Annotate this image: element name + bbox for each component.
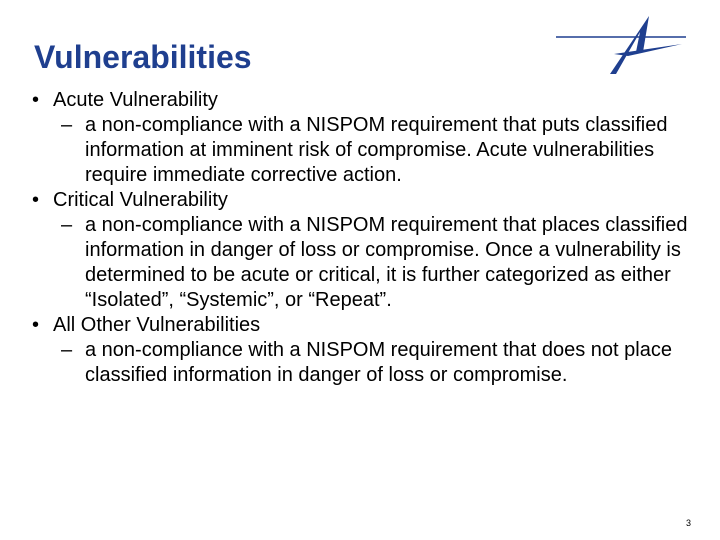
bullet-label: All Other Vulnerabilities xyxy=(53,314,261,336)
sub-bullet-acute xyxy=(32,113,692,188)
bullet-label: Acute Vulnerability xyxy=(53,89,218,111)
sub-bullet-text: a non-compliance with a NISPOM requirement that does not place classified information in danger of loss or compromise. xyxy=(85,339,672,386)
sub-bullet-text: a non-compliance with a NISPOM requirement that puts classified information at imminent risk of compromise. Acute vulnerabilities require immediate corrective action. xyxy=(85,114,668,186)
lockheed-star-logo-icon xyxy=(554,14,688,76)
sub-bullet-text: a non-compliance with a NISPOM requirement that places classified information in danger of loss or compromise. Once a vulnerability is determined to be acute or critical, it is further categorized as either “Isolated”, “Systemic”, or “Repeat”. xyxy=(85,214,688,311)
bullet-item-acute xyxy=(32,88,692,113)
bullet-label: Critical Vulnerability xyxy=(53,189,228,211)
bullet-icon: • xyxy=(32,314,40,336)
bullet-list xyxy=(32,88,692,388)
dash-icon: – xyxy=(61,339,73,361)
dash-icon: – xyxy=(61,114,73,136)
sub-bullet-critical xyxy=(32,213,692,313)
bullet-item-other xyxy=(32,313,692,338)
sub-bullet-other xyxy=(32,338,692,388)
slide-title: Vulnerabilities xyxy=(34,39,252,75)
bullet-item-critical xyxy=(32,188,692,213)
bullet-icon: • xyxy=(32,189,40,211)
bullet-icon: • xyxy=(32,89,40,111)
page-number: 3 xyxy=(686,518,692,528)
dash-icon: – xyxy=(61,214,73,236)
